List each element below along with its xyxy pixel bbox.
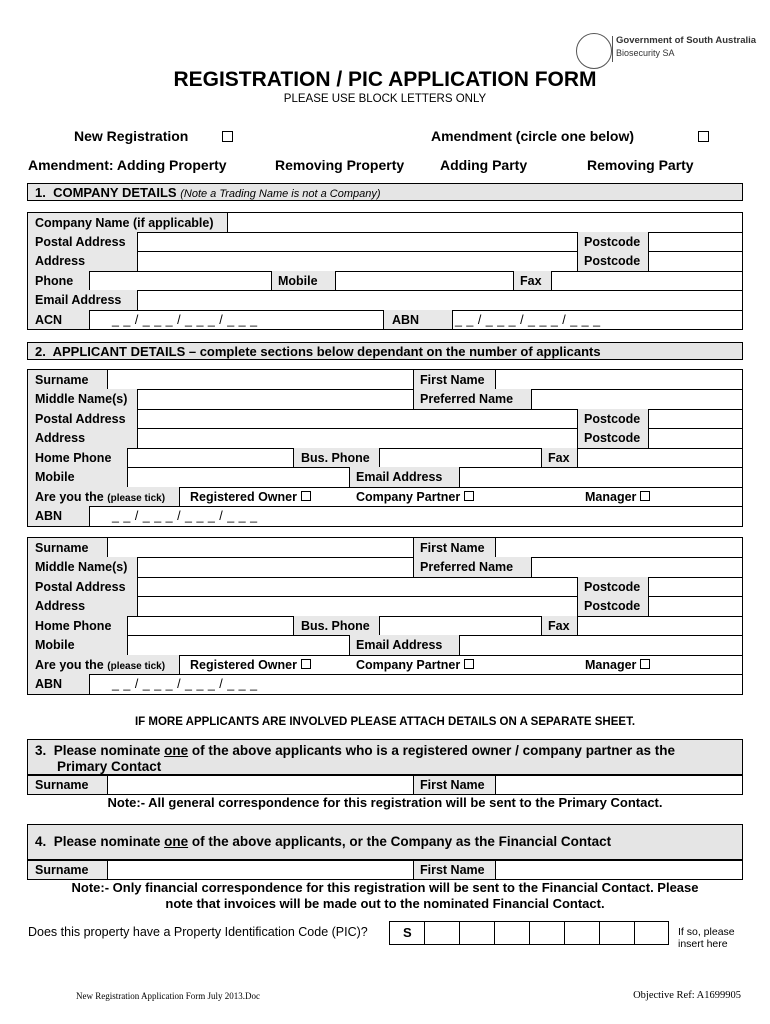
registered-owner-option[interactable]: Registered Owner bbox=[190, 658, 311, 672]
government-seal-icon bbox=[576, 33, 612, 69]
pic-question: Does this property have a Property Identification Code (PIC)? bbox=[28, 925, 368, 939]
new-registration-checkbox[interactable] bbox=[222, 131, 233, 142]
postal-address-label: Postal Address bbox=[35, 580, 126, 594]
adding-party[interactable]: Adding Party bbox=[440, 157, 528, 173]
bus-phone-input[interactable] bbox=[380, 616, 542, 635]
section2-heading: 2. APPLICANT DETAILS – complete sections below dependant on the number of applicants bbox=[27, 342, 743, 360]
pic-hint-1: If so, please bbox=[678, 926, 735, 938]
gov-dept: Biosecurity SA bbox=[616, 48, 675, 58]
address-label: Address bbox=[35, 254, 86, 268]
applicant-2-table bbox=[27, 537, 743, 695]
abn-label: ABN bbox=[35, 677, 63, 691]
registered-owner-option[interactable]: Registered Owner bbox=[190, 490, 311, 504]
page-subtitle: PLEASE USE BLOCK LETTERS ONLY bbox=[283, 93, 487, 105]
postal-address-label: Postal Address bbox=[35, 412, 126, 426]
are-you-label: Are you the (please tick) bbox=[35, 658, 166, 672]
manager-option[interactable]: Manager bbox=[585, 658, 650, 672]
bus-phone-label: Bus. Phone bbox=[301, 451, 370, 465]
company-partner-checkbox[interactable] bbox=[464, 491, 474, 501]
financial-contact-note-2: note that invoices will be made out to the nominated Financial Contact. bbox=[165, 896, 605, 911]
postal-address-input[interactable] bbox=[138, 232, 578, 251]
phone-label: Phone bbox=[35, 274, 74, 288]
primary-surname-input[interactable] bbox=[108, 776, 414, 794]
first-name-label: First Name bbox=[420, 778, 485, 792]
pic-input-boxes[interactable] bbox=[389, 921, 669, 945]
footer-doc-name: New Registration Application Form July 2013.Doc bbox=[76, 991, 260, 1001]
primary-contact-table bbox=[27, 775, 743, 795]
middle-names-input[interactable] bbox=[138, 389, 414, 409]
mobile-input[interactable] bbox=[128, 467, 350, 487]
manager-checkbox[interactable] bbox=[640, 659, 650, 669]
bus-phone-label: Bus. Phone bbox=[301, 619, 370, 633]
section1-heading: 1. COMPANY DETAILS (Note a Trading Name is not a Company) bbox=[27, 183, 743, 201]
first-name-label: First Name bbox=[420, 863, 485, 877]
removing-property[interactable]: Removing Property bbox=[275, 157, 405, 173]
more-applicants-notice: IF MORE APPLICANTS ARE INVOLVED PLEASE ATTACH DETAILS ON A SEPARATE SHEET. bbox=[134, 716, 636, 728]
middle-names-label: Middle Name(s) bbox=[35, 392, 128, 406]
address-input[interactable] bbox=[138, 251, 578, 271]
preferred-name-label: Preferred Name bbox=[420, 392, 514, 406]
first-name-label: First Name bbox=[420, 373, 485, 387]
mobile-input[interactable] bbox=[128, 635, 350, 655]
home-phone-label: Home Phone bbox=[35, 451, 112, 465]
home-phone-label: Home Phone bbox=[35, 619, 112, 633]
surname-label: Surname bbox=[35, 373, 89, 387]
company-partner-option[interactable]: Company Partner bbox=[356, 658, 474, 672]
company-partner-option[interactable]: Company Partner bbox=[356, 490, 474, 504]
surname-input[interactable] bbox=[108, 370, 414, 389]
abn-label: ABN bbox=[392, 313, 420, 327]
mobile-input[interactable] bbox=[336, 271, 514, 290]
address-label: Address bbox=[35, 431, 86, 445]
fax-label: Fax bbox=[548, 619, 570, 633]
abn-pattern: _ _ / _ _ _ / _ _ _ / _ _ _ bbox=[112, 509, 258, 523]
footer-objective-ref: Objective Ref: A1699905 bbox=[633, 990, 741, 1001]
primary-contact-note: Note:- All general correspondence for this registration will be sent to the Primary Contact. bbox=[107, 795, 663, 810]
mobile-label: Mobile bbox=[35, 470, 75, 484]
surname-label: Surname bbox=[35, 778, 89, 792]
mobile-label: Mobile bbox=[35, 638, 75, 652]
email-input[interactable] bbox=[138, 290, 742, 310]
postcode-label-2: Postcode bbox=[584, 599, 641, 613]
pic-hint-2: insert here bbox=[678, 938, 728, 950]
applicant-1-table bbox=[27, 369, 743, 527]
postcode-label: Postcode bbox=[584, 412, 641, 426]
amendment-adding-property[interactable]: Amendment: Adding Property bbox=[28, 157, 227, 173]
acn-label: ACN bbox=[35, 313, 63, 327]
company-name-label: Company Name (if applicable) bbox=[35, 216, 214, 230]
gov-name: Government of South Australia bbox=[616, 35, 757, 46]
postal-address-label: Postal Address bbox=[35, 235, 126, 249]
address-label: Address bbox=[35, 599, 86, 613]
amendment-checkbox[interactable] bbox=[698, 131, 709, 142]
company-details-table bbox=[27, 212, 743, 330]
abn-pattern: _ _ / _ _ _ / _ _ _ / _ _ _ bbox=[112, 677, 258, 691]
abn-label: ABN bbox=[35, 509, 63, 523]
registered-owner-checkbox[interactable] bbox=[301, 491, 311, 501]
financial-surname-input[interactable] bbox=[108, 861, 414, 879]
middle-names-input[interactable] bbox=[138, 557, 414, 577]
preferred-name-label: Preferred Name bbox=[420, 560, 514, 574]
removing-party[interactable]: Removing Party bbox=[587, 157, 694, 173]
phone-input[interactable] bbox=[90, 271, 272, 290]
bus-phone-input[interactable] bbox=[380, 448, 542, 467]
postcode-label-2: Postcode bbox=[584, 254, 641, 268]
surname-label: Surname bbox=[35, 863, 89, 877]
email-label: Email Address bbox=[35, 293, 122, 307]
section4-heading: 4. Please nominate one of the above applicants, or the Company as the Financial Contact bbox=[27, 824, 743, 860]
company-name-input[interactable] bbox=[228, 213, 742, 232]
financial-contact-note-1: Note:- Only financial correspondence for this registration will be sent to the Financial Contact. Please bbox=[71, 880, 699, 895]
mobile-label: Mobile bbox=[278, 274, 318, 288]
address-input[interactable] bbox=[138, 596, 578, 616]
page-title: REGISTRATION / PIC APPLICATION FORM bbox=[173, 68, 597, 91]
pic-prefix: S bbox=[403, 925, 412, 940]
section3-heading: 3. Please nominate one of the above applicants who is a registered owner / company partner as the Primary Contact bbox=[27, 739, 743, 775]
logo-divider bbox=[612, 36, 613, 62]
registered-owner-checkbox[interactable] bbox=[301, 659, 311, 669]
fax-label: Fax bbox=[520, 274, 542, 288]
financial-contact-table bbox=[27, 860, 743, 880]
postcode-label: Postcode bbox=[584, 580, 641, 594]
are-you-label: Are you the (please tick) bbox=[35, 490, 166, 504]
postcode-label: Postcode bbox=[584, 235, 641, 249]
abn-pattern: _ _ / _ _ _ / _ _ _ / _ _ _ bbox=[455, 313, 601, 327]
middle-names-label: Middle Name(s) bbox=[35, 560, 128, 574]
fax-label: Fax bbox=[548, 451, 570, 465]
amendment-label: Amendment (circle one below) bbox=[431, 128, 635, 144]
manager-option[interactable]: Manager bbox=[585, 490, 650, 504]
first-name-label: First Name bbox=[420, 541, 485, 555]
postal-address-input[interactable] bbox=[138, 577, 578, 596]
postal-address-input[interactable] bbox=[138, 409, 578, 428]
manager-checkbox[interactable] bbox=[640, 491, 650, 501]
acn-pattern: _ _ / _ _ _ / _ _ _ / _ _ _ bbox=[112, 313, 258, 327]
home-phone-input[interactable] bbox=[128, 448, 294, 467]
email-label: Email Address bbox=[356, 470, 443, 484]
postcode-label-2: Postcode bbox=[584, 431, 641, 445]
home-phone-input[interactable] bbox=[128, 616, 294, 635]
surname-label: Surname bbox=[35, 541, 89, 555]
company-partner-checkbox[interactable] bbox=[464, 659, 474, 669]
email-label: Email Address bbox=[356, 638, 443, 652]
new-registration-label: New Registration bbox=[74, 128, 189, 144]
surname-input[interactable] bbox=[108, 538, 414, 557]
address-input[interactable] bbox=[138, 428, 578, 448]
